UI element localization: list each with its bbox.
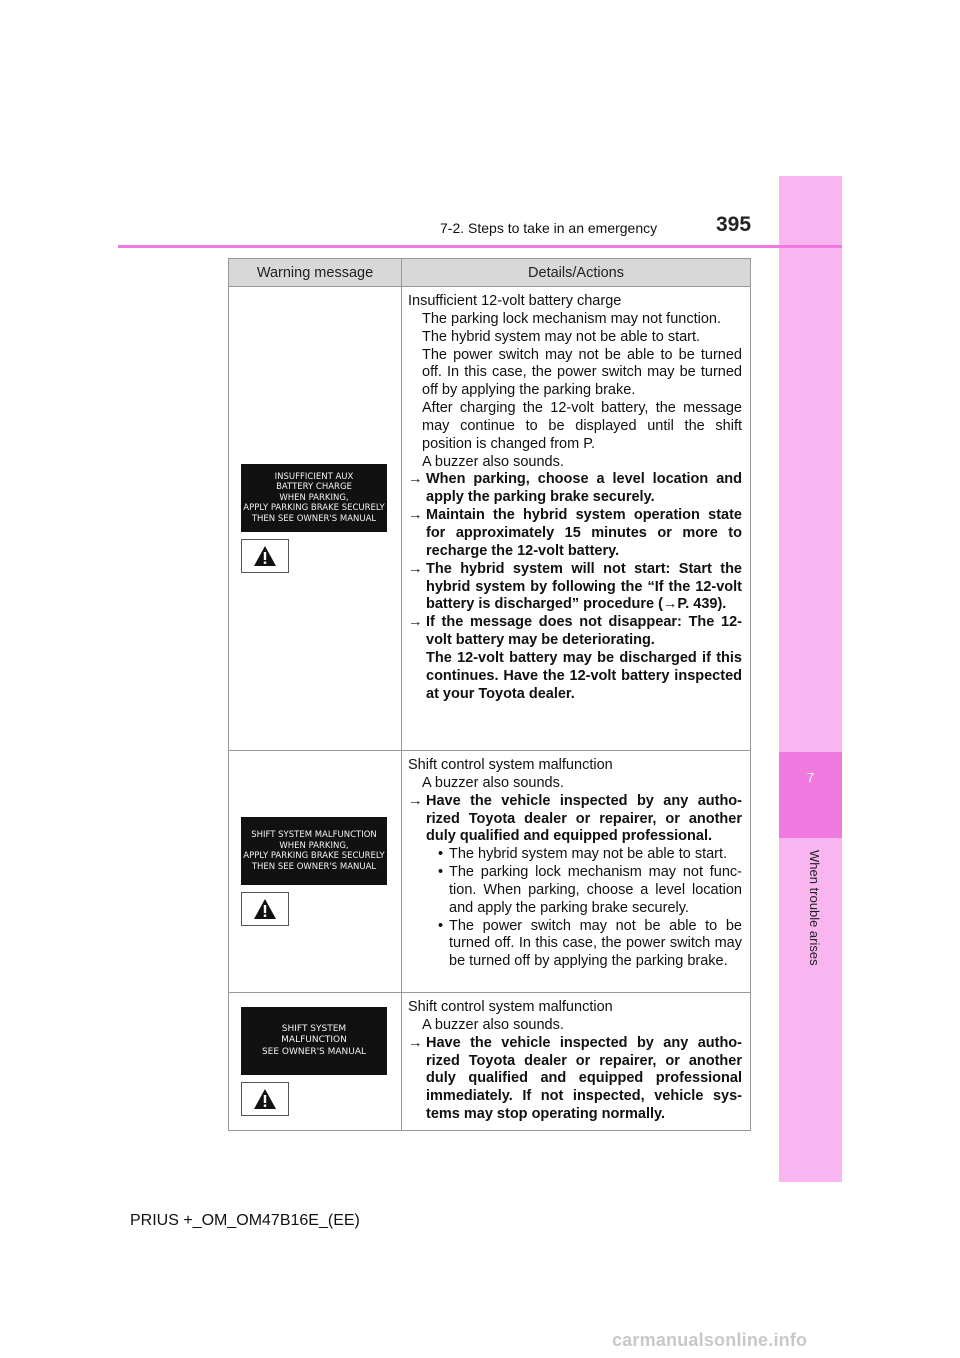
watermark: carmanualsonline.info xyxy=(612,1330,808,1350)
display-line: APPLY PARKING BRAKE SECURELY xyxy=(243,851,385,861)
bullet-icon: • xyxy=(437,917,444,934)
chapter-side-tab xyxy=(779,176,842,1182)
action-text: The hybrid system will not start: Start the hybrid system by following the “If the 12-volt battery is discharged” procedure (→P. 439). xyxy=(426,560,742,613)
table-row xyxy=(229,993,751,1131)
section-title: 7-2. Steps to take in an emergency xyxy=(440,220,658,236)
action-item xyxy=(408,507,742,561)
warning-triangle-icon xyxy=(241,539,289,573)
table-row xyxy=(229,287,751,751)
display-message-image xyxy=(241,817,387,885)
column-header-details: Details/Actions xyxy=(402,259,751,287)
arrow-icon: → xyxy=(408,560,423,577)
display-line: APPLY PARKING BRAKE SECURELY xyxy=(243,503,385,514)
display-line: BATTERY CHARGE xyxy=(276,482,352,493)
warning-cell xyxy=(229,287,402,751)
details-text: A buzzer also sounds. xyxy=(422,1016,564,1033)
details-text: A buzzer also sounds. xyxy=(422,453,564,470)
chapter-number: 7 xyxy=(806,770,815,785)
display-line: THEN SEE OWNER'S MANUAL xyxy=(251,861,377,872)
action-text: The 12-volt battery may be discharged if this continues. Have the 12-volt battery inspected at your Toyota dealer. xyxy=(426,649,742,702)
display-line: MALFUNCTION xyxy=(281,1035,347,1046)
display-line: THEN SEE OWNER'S MANUAL xyxy=(251,513,377,524)
table-row xyxy=(229,751,751,993)
details-title: Insufficient 12-volt battery charge xyxy=(408,293,622,309)
list-item xyxy=(408,846,742,864)
warning-triangle-icon xyxy=(241,892,289,926)
list-item-text: The parking lock mechanism may not func-tion. When parking, choose a level location and apply the parking brake securely. xyxy=(449,864,742,916)
action-item xyxy=(408,793,742,847)
document-id: PRIUS +_OM_OM47B16E_(EE) xyxy=(130,1212,360,1229)
arrow-icon: → xyxy=(408,614,423,631)
display-line: WHEN PARKING, xyxy=(279,492,349,503)
details-cell xyxy=(402,751,751,993)
details-text: After charging the 12-volt battery, the message may continue to be displayed until the shift position is changed from P. xyxy=(422,400,742,452)
action-text: Have the vehicle inspected by any autho-rized Toyota dealer or repairer, or another duly qualified and equipped professional immediately. If not inspected, vehicle sys-tems may stop operating normally. xyxy=(426,1034,742,1123)
list-item xyxy=(408,918,742,972)
page-number: 395 xyxy=(716,213,752,236)
display-line: SEE OWNER'S MANUAL xyxy=(261,1046,367,1057)
bullet-icon: • xyxy=(437,864,444,881)
list-item-text: The hybrid system may not be able to start. xyxy=(449,846,728,863)
arrow-icon: → xyxy=(408,507,423,524)
action-text: When parking, choose a level location and apply the parking brake securely. xyxy=(426,471,742,506)
action-item xyxy=(408,1035,742,1124)
list-item xyxy=(408,864,742,918)
details-title: Shift control system malfunction xyxy=(408,757,613,773)
display-message-image xyxy=(241,1007,387,1075)
chapter-title: When trouble arises xyxy=(807,850,822,966)
details-title: Shift control system malfunction xyxy=(408,999,613,1015)
warning-cell xyxy=(229,993,402,1131)
details-text: The power switch may not be able to be turned off. In this case, the power switch may be turned off by applying the parking brake. xyxy=(422,346,742,399)
details-text: A buzzer also sounds. xyxy=(422,774,564,791)
display-line: SHIFT SYSTEM xyxy=(281,1023,347,1034)
arrow-icon: → xyxy=(408,471,423,488)
display-line: WHEN PARKING, xyxy=(279,840,349,851)
action-text: Maintain the hybrid system operation state for approximately 15 minutes or more to recharge the 12-volt battery. xyxy=(426,507,742,559)
warning-triangle-icon xyxy=(241,1082,289,1116)
action-text: Have the vehicle inspected by any autho-rized Toyota dealer or repairer, or another duly qualified and equipped professional. xyxy=(426,792,742,845)
list-item-text: The power switch may not be able to be turned off. In this case, the power switch may be turned off by applying the parking brake. xyxy=(449,917,742,970)
table-header-row xyxy=(229,259,751,287)
details-text: The hybrid system may not be able to start. xyxy=(422,328,701,345)
header-rule xyxy=(118,245,842,248)
chapter-tab-marker xyxy=(779,752,842,838)
action-text-group xyxy=(426,614,742,703)
arrow-icon: → xyxy=(408,792,423,809)
action-item xyxy=(408,561,742,615)
display-line: INSUFFICIENT AUX xyxy=(274,471,354,482)
action-item xyxy=(408,614,742,703)
warning-cell xyxy=(229,751,402,993)
display-message-image xyxy=(241,464,387,532)
display-line: SHIFT SYSTEM MALFUNCTION xyxy=(251,830,377,840)
details-cell xyxy=(402,287,751,751)
action-text: If the message does not disappear: The 12-volt battery may be deteriorating. xyxy=(426,614,742,649)
details-cell xyxy=(402,993,751,1131)
bullet-icon: • xyxy=(437,846,444,863)
arrow-icon: → xyxy=(408,1034,423,1051)
warning-message-table xyxy=(228,258,751,1131)
action-item xyxy=(408,471,742,507)
details-text: The parking lock mechanism may not function. xyxy=(422,310,721,327)
column-header-warning: Warning message xyxy=(229,259,402,287)
